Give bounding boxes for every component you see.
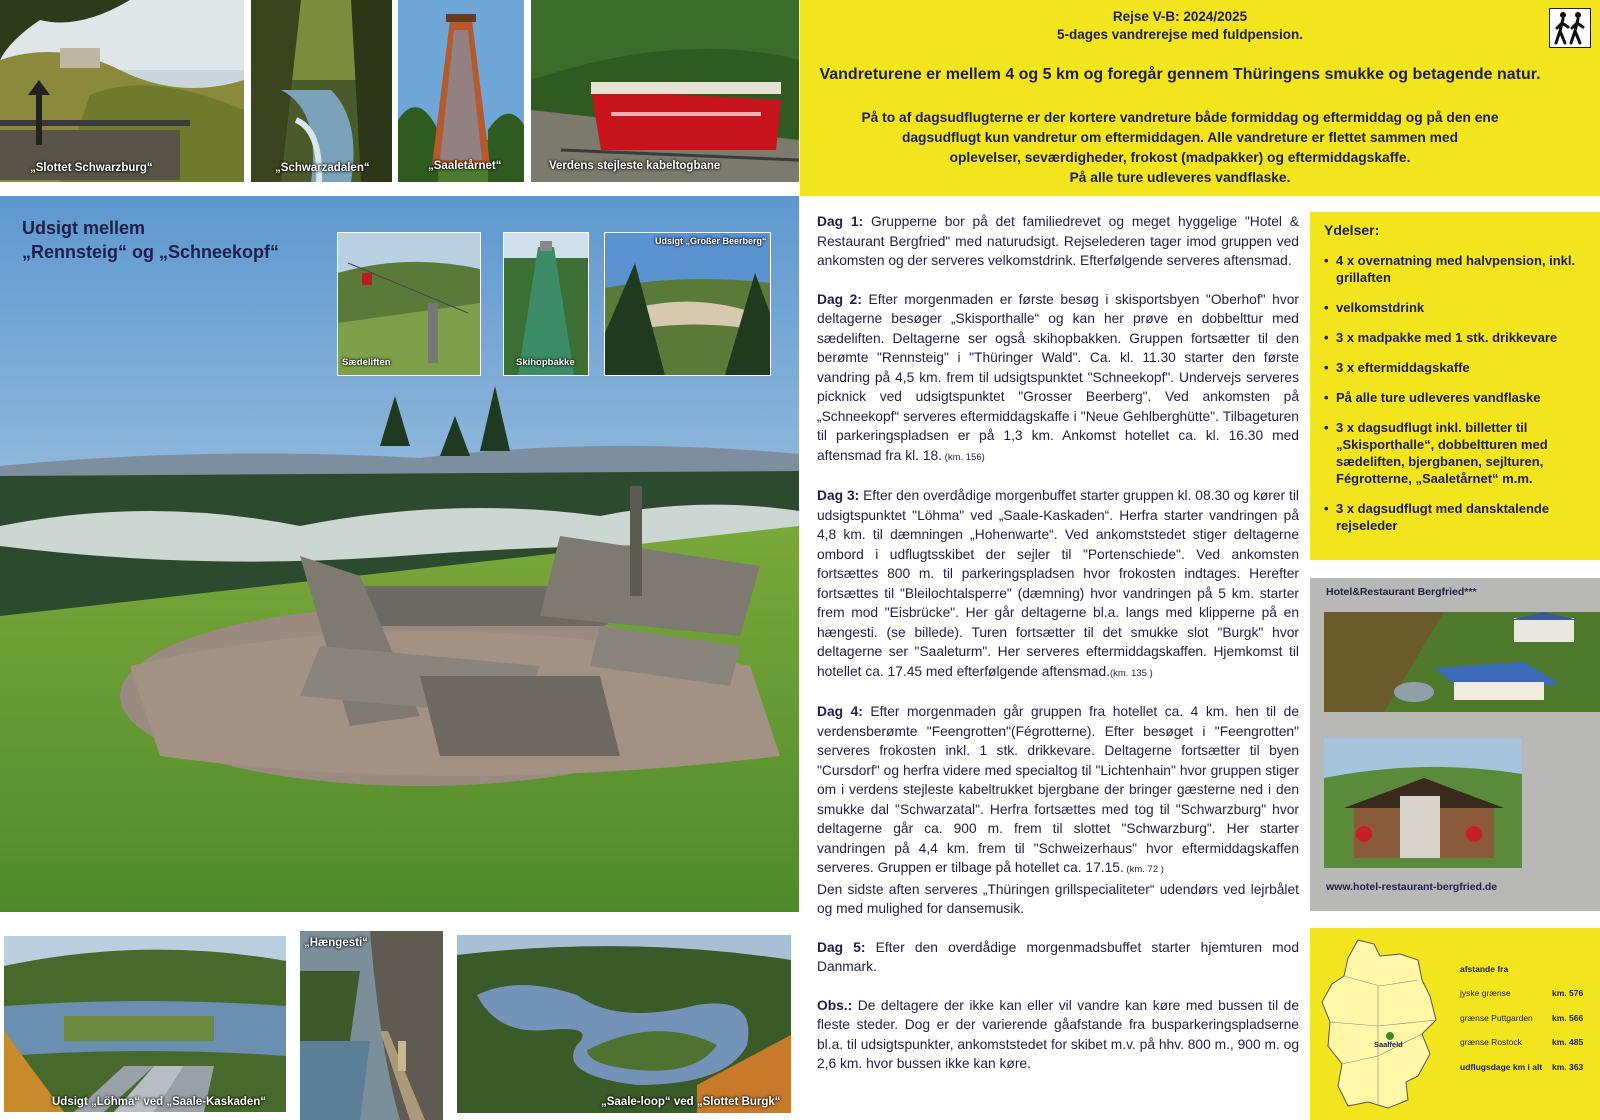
day-2: [817, 290, 1299, 468]
distance-label: grænse Rostock: [1460, 1037, 1522, 1047]
day-km: (km. 156): [942, 451, 985, 463]
service-item: • 3 x dagsudflugt inkl. billetter til „Skisporthalle“, dobbeltturen med sædeliften, bjergbanen, sejlturen, Fégrotterne, „Saaletårnet“ m.m.: [1324, 419, 1594, 487]
headline: Vandreturene er mellem 4 og 5 km og foregår gennem Thüringens smukke og betagende natur.: [819, 66, 1541, 83]
map-city-label: Saalfeld: [1374, 1040, 1403, 1049]
photo-caption: Udsigt „Löhma“ ved „Saale-Kaskaden“: [52, 1096, 267, 1108]
hotel-url[interactable]: www.hotel-restaurant-bergfried.de: [1326, 881, 1498, 893]
hotel-aerial-photo: [1324, 612, 1600, 712]
photo-main-bench-view: [0, 196, 799, 912]
photo-saale-loop: [457, 935, 791, 1113]
photo-loehma-saale-kaskaden: [4, 936, 286, 1112]
day-km: (km. 72 ): [1123, 864, 1164, 875]
hotel-title: Hotel&Restaurant Bergfried***: [1326, 586, 1477, 598]
photo-caption: „Saale-loop“ ved „Slottet Burgk“: [601, 1096, 781, 1108]
hotel-grill-hut-photo: [1324, 738, 1522, 868]
distance-label: udflugsdage km i alt: [1460, 1062, 1543, 1072]
day-4-extra: Den sidste aften serveres „Thüringen grillspecialiteter“ udendørs ved lejrbålet og med mulighed for dansemusik.: [817, 881, 1299, 916]
day-text: Grupperne bor på det familiedrevet og meget hyggelige "Hotel & Restaurant Bergfried" med naturudsigt. Rejselederen tager imod gruppen ved ankomsten og der serveres velkomstdrink. Efterfølgende serveres aftensmad.: [817, 214, 1299, 268]
photo-caption: Verdens stejleste kabeltogbane: [549, 160, 721, 172]
inset-saedeliften: [337, 232, 481, 376]
day-5: [817, 938, 1299, 977]
inset-grosser-beerberg: [604, 232, 771, 376]
intro-line: På to af dagsudflugterne er der kortere vandreture både formiddag og eftermiddag og på den ene: [861, 110, 1499, 125]
day-label: Dag 5:: [817, 939, 866, 955]
distance-value: km. 566: [1552, 1013, 1584, 1023]
day-4: [817, 702, 1299, 880]
services-list: [1324, 252, 1594, 547]
services-title: Ydelser:: [1324, 222, 1380, 238]
service-item: • 4 x overnatning med halvpension, inkl. grillaften: [1324, 252, 1594, 286]
distances-title: afstande fra: [1460, 964, 1509, 974]
main-photo-title: [22, 216, 279, 264]
inset-caption: Skihopbakke: [516, 357, 575, 368]
day-label: Dag 4:: [817, 704, 863, 719]
germany-map: [1318, 936, 1446, 1112]
services-panel: [1310, 212, 1600, 560]
main-photo-title-line: Udsigt mellem: [22, 218, 146, 238]
day-text: Efter den overdådige morgenbuffet starter gruppen kl. 08.30 og kører til udsigtspunktet "Löhma" ved „Saale-Kaskaden“. Herfra starter vandringen på 4,8 km. til dæmningen „Hohenwarte“. Ved ankomststedet stiger deltagerne ombord i udflugtsskibet der sejler til "Portenschiede". Ved ankomsten fortsættes 800 m. til parkeringspladsen hvor frokosten indtages. Herefter fortsættes til "Bleilochtalsperre" (dæmning) hvor vandringen på 5 km. starter frem mod "Eisbrücke". Her går deltagerne bl.a. langs med klipperne på en hængesti. (se billede). Turen fortsætter til det smukke slot "Burgk" hvor deltagerne ser "Saaleturm". Her serveres eftermiddagskaffen. Hjemkomst til hotellet ca. 17.45 med efterfølgende aftensmad.: [817, 488, 1299, 679]
itinerary-text: [817, 212, 1299, 1093]
service-item: • velkomstdrink: [1324, 299, 1594, 316]
service-item: • 3 x eftermiddagskaffe: [1324, 359, 1594, 376]
day-label: Dag 2:: [817, 291, 862, 307]
obs-note: [817, 996, 1299, 1074]
intro-line: dagsudflugt kun vandretur om eftermiddagen. Alle vandreture er flettet sammen med: [901, 130, 1459, 145]
intro-line: På alle ture udleveres vandflaske.: [1069, 170, 1291, 185]
service-item: • På alle ture udleveres vandflaske: [1324, 389, 1594, 406]
inset-skihopbakke: [503, 232, 589, 376]
day-text: Efter den overdådige morgenmadsbuffet starter hjemturen mod Danmark.: [817, 939, 1299, 974]
intro-line: oplevelser, seværdigheder, frokost (madpakker) og eftermiddagskaffe.: [949, 150, 1411, 165]
day-3: [817, 486, 1299, 683]
inset-caption: Udsigt „Großer Beerberg“: [655, 236, 767, 246]
photo-caption: „Hængesti“: [304, 937, 368, 949]
day-text: Efter morgenmaden er første besøg i skisportsbyen "Oberhof" hvor deltagerne besøger „Skisporthalle“ og kan her prøve en dobbelttur med sædeliften. Deltagerne ser også skihopbakken. Gruppen fortsætter til den berømte "Rennsteig" i "Thüringer Wald". Ca. kl. 11.30 starter den første vandring på 4,5 km. frem til udsigtspunktet "Schneekopf". Undervejs serveres picknick ved udsigtspunktet "Grosser Beerberg". Ved ankomsten på „Schneekopf“ serveres eftermiddagskaffe i "Neue Gehlberghütte". Tilbageturen til parkeringspladsen er på 1,3 km. Ankomst hotellet ca. kl. 16.30 med aftensmad fra kl. 18.: [817, 291, 1299, 463]
main-photo-title-line: „Rennsteig“ og „Schneekopf“: [22, 242, 280, 262]
photo-slottet-schwarzburg: [0, 0, 244, 182]
photo-caption: „Slottet Schwarzburg“: [30, 162, 153, 174]
distance-value: km. 485: [1552, 1037, 1584, 1047]
service-item: • 3 x dagsudflugt med dansktalende rejseleder: [1324, 500, 1594, 534]
header-panel: [800, 0, 1600, 196]
obs-label: Obs.:: [817, 997, 853, 1013]
photo-saaletaarnet: [398, 0, 524, 182]
photo-schwarzadalen: [251, 0, 392, 182]
day-text: Efter morgenmaden går gruppen fra hotellet ca. 4 km. hen til de verdensberømte "Feengrotten"(Fégrotterne). Efter besøget i "Feengrotten" serveres frokosten inkl. 1 stk. drikkevare. Deltagerne fortsætter til byen "Cursdorf" og herfra videre med specialtog til "Lichtenhain" hvor gruppen stiger om i verdens stejleste kabeltrukket bjergbane der bringer gæsterne ned i den smukke dal "Schwarzatal". Herfra fortsættes med tog til "Schwarzburg" hvor deltagerne går ca. 900 m. frem til slottet "Schwarzburg". Her starter vandringen på 4,4 km. frem til "Schweizerhaus" hvor eftermiddagskaffen serveres. Gruppen er tilbage på hotellet ca. 17.15.: [817, 704, 1299, 875]
service-item: • 3 x madpakke med 1 stk. drikkevare: [1324, 329, 1594, 346]
obs-text: De deltagere der ikke kan eller vil vandre kan køre med bussen til de fleste steder. Dog er der varierende gåafstande fra busparkeringspladserne bl.a. til udsigtspunkter, ankomststedet for skibet m.v. på hhv. 800 m., 900 m. og 2,6 km. hvor bussen ikke kan køre.: [817, 997, 1299, 1071]
photo-caption: „Schwarzadalen“: [275, 162, 370, 174]
distance-label: grænse Puttgarden: [1460, 1013, 1533, 1023]
trip-subtitle: 5-dages vandrerejse med fuldpension.: [1056, 27, 1304, 42]
day-1: [817, 212, 1299, 271]
trip-code: Rejse V-B: 2024/2025: [1112, 9, 1248, 24]
hotel-panel: [1310, 578, 1600, 911]
distances-panel: [1310, 928, 1600, 1120]
distance-value: km. 363: [1552, 1062, 1584, 1072]
distance-label: jyske grænse: [1460, 988, 1511, 998]
day-label: Dag 3:: [817, 488, 860, 503]
distance-value: km. 576: [1552, 988, 1584, 998]
photo-kabeltogbane: [531, 0, 799, 182]
photo-caption: „Saaletårnet“: [428, 160, 502, 172]
inset-caption: Sædeliften: [342, 357, 391, 368]
day-km: (km. 135 ): [1109, 667, 1153, 679]
hikers-icon: [1549, 8, 1591, 48]
photo-haengesti: [300, 931, 443, 1120]
day-label: Dag 1:: [817, 214, 864, 229]
